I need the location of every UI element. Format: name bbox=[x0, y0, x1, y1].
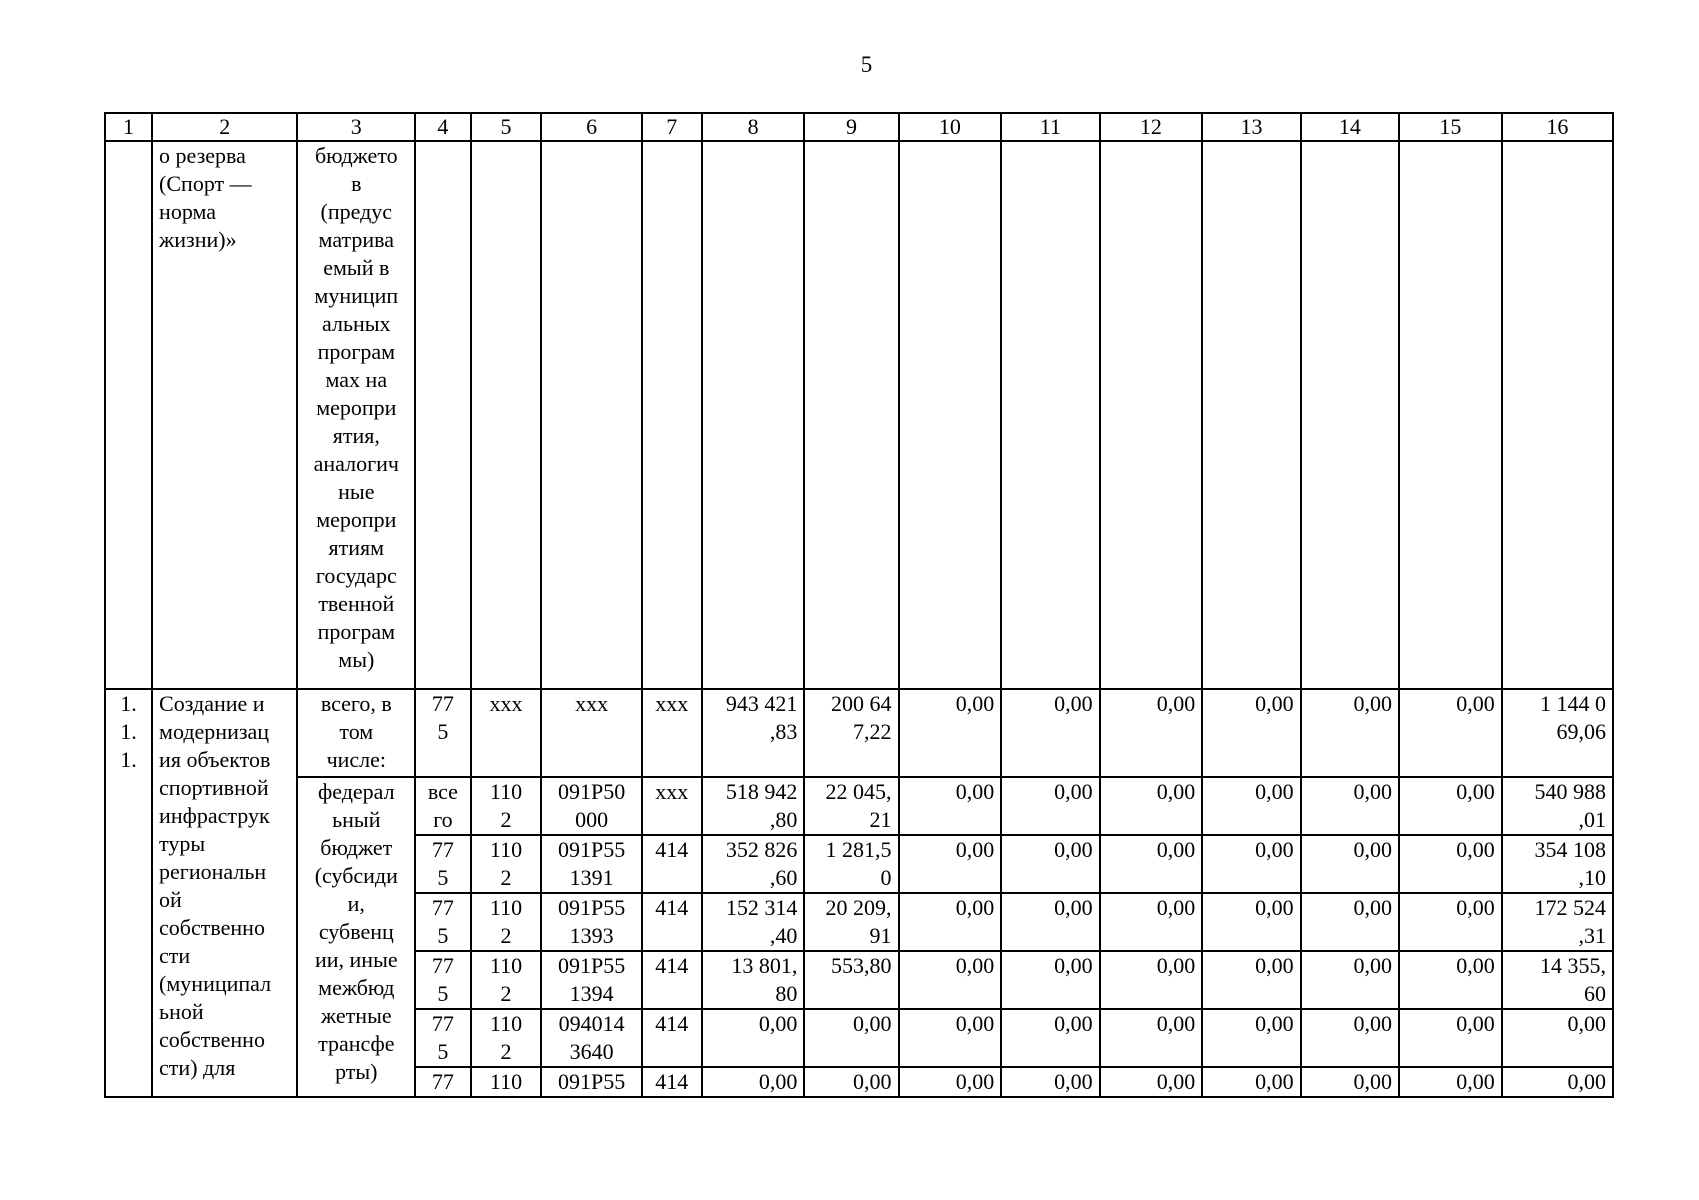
value-cell bbox=[541, 1067, 642, 1097]
value-cell bbox=[1502, 689, 1613, 777]
value-cell bbox=[899, 777, 1002, 835]
empty-cell bbox=[1100, 141, 1203, 689]
value-text: 0,00 bbox=[1456, 837, 1495, 862]
value-cell bbox=[1100, 951, 1203, 1009]
value-text: все го bbox=[427, 779, 458, 832]
value-cell bbox=[1399, 777, 1502, 835]
value-cell bbox=[702, 689, 805, 777]
empty-cell bbox=[1001, 141, 1099, 689]
value-text: 0,00 bbox=[1255, 1069, 1294, 1094]
value-text: 943 421 ,83 bbox=[725, 691, 798, 744]
value-cell bbox=[642, 777, 702, 835]
value-text: 0,00 bbox=[955, 1069, 995, 1094]
value-cell bbox=[1100, 777, 1203, 835]
value-text: 110 2 bbox=[489, 953, 523, 1006]
header-cell: 3 bbox=[297, 113, 415, 141]
value-cell bbox=[702, 1009, 805, 1067]
value-text: 77 5 bbox=[431, 837, 454, 890]
value-cell bbox=[1502, 777, 1613, 835]
value-cell bbox=[1399, 689, 1502, 777]
value-cell bbox=[702, 1067, 805, 1097]
value-text: 0,00 bbox=[1353, 1011, 1393, 1036]
value-text: 0,00 bbox=[955, 779, 995, 804]
value-cell bbox=[1502, 835, 1613, 893]
value-cell bbox=[1502, 1009, 1613, 1067]
value-text: 414 bbox=[655, 895, 689, 920]
empty-cell bbox=[1202, 141, 1300, 689]
value-text: 352 826 ,60 bbox=[725, 837, 798, 890]
value-cell bbox=[1502, 893, 1613, 951]
value-text: 414 bbox=[655, 837, 689, 862]
value-text: 0,00 bbox=[1255, 837, 1294, 862]
value-cell bbox=[702, 777, 805, 835]
value-cell bbox=[415, 835, 471, 893]
budget-table bbox=[104, 112, 1614, 1098]
value-text: 0,00 bbox=[1156, 779, 1196, 804]
value-text: 110 2 bbox=[489, 1011, 523, 1064]
value-cell bbox=[471, 689, 542, 777]
empty-cell bbox=[899, 141, 1002, 689]
value-cell bbox=[1301, 1009, 1399, 1067]
value-text: 0,00 bbox=[1353, 953, 1393, 978]
value-cell bbox=[899, 1009, 1002, 1067]
value-cell bbox=[541, 835, 642, 893]
header-cell: 2 bbox=[152, 113, 297, 141]
value-cell bbox=[471, 777, 542, 835]
value-text: 414 bbox=[655, 953, 689, 978]
value-cell bbox=[1001, 1067, 1099, 1097]
value-cell bbox=[415, 1067, 471, 1097]
value-cell bbox=[1202, 893, 1300, 951]
value-text: 1 144 0 69,06 bbox=[1540, 691, 1606, 744]
value-text: 0,00 bbox=[1456, 1011, 1495, 1036]
value-cell bbox=[1399, 893, 1502, 951]
empty-cell bbox=[702, 141, 805, 689]
value-text: 77 5 bbox=[431, 1011, 454, 1064]
value-text: ххх bbox=[655, 779, 689, 804]
value-cell bbox=[1301, 893, 1399, 951]
reserve-name-cell bbox=[152, 141, 297, 689]
value-cell bbox=[1301, 951, 1399, 1009]
federal-budget-cell bbox=[297, 777, 415, 1097]
value-text: 553,80 bbox=[831, 953, 892, 978]
header-cell: 15 bbox=[1399, 113, 1502, 141]
value-text: 110 2 bbox=[489, 779, 523, 832]
value-text: 77 bbox=[431, 1069, 454, 1094]
value-text: 0,00 bbox=[955, 895, 995, 920]
total-source-text: всего, в том числе: bbox=[320, 691, 392, 772]
value-cell bbox=[1202, 777, 1300, 835]
value-text: 0,00 bbox=[1156, 1011, 1196, 1036]
value-cell bbox=[1202, 951, 1300, 1009]
value-text: 091Р55 bbox=[557, 1069, 626, 1094]
value-text: 0,00 bbox=[1255, 691, 1294, 716]
value-text: 0,00 bbox=[1054, 1011, 1093, 1036]
value-text: 0,00 bbox=[955, 1011, 995, 1036]
value-cell bbox=[804, 689, 898, 777]
value-text: 0,00 bbox=[1456, 1069, 1495, 1094]
table-row-reserve bbox=[105, 141, 1613, 689]
value-cell bbox=[415, 951, 471, 1009]
value-text: 22 045, 21 bbox=[825, 779, 892, 832]
item-number-text: 1. 1. 1. bbox=[120, 691, 137, 772]
value-cell bbox=[1399, 1067, 1502, 1097]
value-cell bbox=[642, 1009, 702, 1067]
value-cell bbox=[1502, 951, 1613, 1009]
value-cell bbox=[899, 1067, 1002, 1097]
value-cell bbox=[899, 835, 1002, 893]
table-body bbox=[105, 113, 1613, 1097]
value-text: 0,00 bbox=[1054, 837, 1093, 862]
empty-cell bbox=[415, 141, 471, 689]
value-cell bbox=[1202, 1009, 1300, 1067]
item-name-cell bbox=[152, 689, 297, 1097]
header-row bbox=[105, 113, 1613, 141]
value-text: 20 209, 91 bbox=[825, 895, 892, 948]
header-cell: 10 bbox=[899, 113, 1002, 141]
value-text: 0,00 bbox=[853, 1069, 892, 1094]
value-text: 0,00 bbox=[1255, 895, 1294, 920]
federal-budget-text: федерал ьный бюджет (субсиди и, субвенц ии, иные межбюд жетные трансфе рты) bbox=[314, 779, 398, 1084]
value-text: 354 108 ,10 bbox=[1534, 837, 1606, 890]
value-text: 0,00 bbox=[1156, 953, 1196, 978]
value-text: 518 942 ,80 bbox=[725, 779, 798, 832]
value-text: 0,00 bbox=[853, 1011, 892, 1036]
value-cell bbox=[804, 893, 898, 951]
item-number-cell bbox=[105, 689, 152, 1097]
value-cell bbox=[804, 835, 898, 893]
value-text: 0,00 bbox=[955, 837, 995, 862]
value-text: 0,00 bbox=[1054, 1069, 1093, 1094]
value-cell bbox=[541, 777, 642, 835]
value-text: 77 5 bbox=[431, 895, 454, 948]
value-cell bbox=[471, 893, 542, 951]
value-cell bbox=[415, 1009, 471, 1067]
table-row-total bbox=[105, 689, 1613, 777]
value-text: 0,00 bbox=[1456, 779, 1495, 804]
value-cell bbox=[642, 1067, 702, 1097]
value-text: 414 bbox=[655, 1069, 689, 1094]
value-cell bbox=[471, 835, 542, 893]
value-text: 1 281,5 0 bbox=[825, 837, 892, 890]
reserve-source-text: бюджето в (предус матрива емый в муницип альных програм мах на меропри ятия, аналогич ные меропри ятиям государс твенной програм мы) bbox=[313, 143, 399, 672]
empty-cell bbox=[471, 141, 542, 689]
value-cell bbox=[541, 951, 642, 1009]
value-cell bbox=[1001, 689, 1099, 777]
value-cell bbox=[1301, 1067, 1399, 1097]
empty-cell bbox=[1399, 141, 1502, 689]
value-text: 0,00 bbox=[1054, 779, 1093, 804]
value-cell bbox=[642, 689, 702, 777]
value-cell bbox=[642, 951, 702, 1009]
value-cell bbox=[541, 893, 642, 951]
value-cell bbox=[415, 777, 471, 835]
value-cell bbox=[642, 893, 702, 951]
value-text: 0,00 bbox=[1567, 1011, 1606, 1036]
value-text: ххх bbox=[489, 691, 523, 716]
value-cell bbox=[541, 689, 642, 777]
value-cell bbox=[1100, 689, 1203, 777]
value-cell bbox=[899, 689, 1002, 777]
header-cell: 9 bbox=[804, 113, 898, 141]
value-text: 091Р50 000 bbox=[557, 779, 626, 832]
value-cell bbox=[1301, 835, 1399, 893]
value-cell bbox=[1001, 1009, 1099, 1067]
value-cell bbox=[415, 893, 471, 951]
value-text: 0,00 bbox=[1456, 953, 1495, 978]
value-cell bbox=[1202, 689, 1300, 777]
value-text: 414 bbox=[655, 1011, 689, 1036]
value-text: 0,00 bbox=[758, 1011, 798, 1036]
value-text: 0,00 bbox=[1255, 1011, 1294, 1036]
value-cell bbox=[471, 951, 542, 1009]
value-cell bbox=[1100, 1009, 1203, 1067]
item-name-text: Создание и модернизац ия объектов спортивной инфраструк туры региональн ой собственно сти (муниципал ьной собственно сти) для bbox=[159, 691, 272, 1080]
value-text: 13 801, 80 bbox=[731, 953, 798, 1006]
value-text: 14 355, 60 bbox=[1540, 953, 1606, 1006]
value-text: 110 2 bbox=[489, 895, 523, 948]
value-cell bbox=[804, 777, 898, 835]
value-cell bbox=[1100, 1067, 1203, 1097]
value-text: 0,00 bbox=[1054, 895, 1093, 920]
value-text: 0,00 bbox=[1456, 895, 1495, 920]
value-text: ххх bbox=[655, 691, 689, 716]
header-cell: 6 bbox=[541, 113, 642, 141]
value-text: 110 2 bbox=[489, 837, 523, 890]
value-cell bbox=[1399, 835, 1502, 893]
value-text: 0,00 bbox=[955, 953, 995, 978]
empty-cell bbox=[541, 141, 642, 689]
value-text: 0,00 bbox=[1353, 895, 1393, 920]
value-text: 094014 3640 bbox=[558, 1011, 625, 1064]
value-cell bbox=[1202, 1067, 1300, 1097]
value-text: 77 5 bbox=[431, 691, 454, 744]
value-cell bbox=[702, 835, 805, 893]
empty-cell bbox=[1502, 141, 1613, 689]
value-cell bbox=[471, 1009, 542, 1067]
value-text: 0,00 bbox=[1353, 691, 1393, 716]
value-text: 0,00 bbox=[1156, 1069, 1196, 1094]
value-cell bbox=[804, 951, 898, 1009]
value-text: 200 64 7,22 bbox=[831, 691, 892, 744]
page-number: 5 bbox=[860, 52, 873, 77]
header-cell: 4 bbox=[415, 113, 471, 141]
value-cell bbox=[1301, 689, 1399, 777]
value-text: 0,00 bbox=[1353, 837, 1393, 862]
value-cell bbox=[804, 1009, 898, 1067]
value-text: 0,00 bbox=[1054, 953, 1093, 978]
value-cell bbox=[1001, 951, 1099, 1009]
value-text: 172 524 ,31 bbox=[1534, 895, 1606, 948]
value-text: 110 bbox=[489, 1069, 523, 1094]
value-cell bbox=[702, 893, 805, 951]
value-text: 091Р55 1394 bbox=[557, 953, 626, 1006]
value-cell bbox=[1399, 951, 1502, 1009]
value-text: 0,00 bbox=[1054, 691, 1093, 716]
value-text: 0,00 bbox=[1353, 1069, 1393, 1094]
value-cell bbox=[1100, 893, 1203, 951]
header-cell: 11 bbox=[1001, 113, 1099, 141]
value-text: 0,00 bbox=[955, 691, 995, 716]
value-cell bbox=[1001, 777, 1099, 835]
value-text: 0,00 bbox=[1156, 691, 1196, 716]
value-text: 152 314 ,40 bbox=[725, 895, 798, 948]
value-cell bbox=[1502, 1067, 1613, 1097]
header-cell: 5 bbox=[471, 113, 542, 141]
value-cell bbox=[899, 951, 1002, 1009]
value-cell bbox=[804, 1067, 898, 1097]
value-cell bbox=[1301, 777, 1399, 835]
empty-cell bbox=[642, 141, 702, 689]
value-cell bbox=[541, 1009, 642, 1067]
reserve-col1-cell bbox=[105, 141, 152, 689]
value-text: 0,00 bbox=[1353, 779, 1393, 804]
value-cell bbox=[642, 835, 702, 893]
empty-cell bbox=[1301, 141, 1399, 689]
value-text: 0,00 bbox=[1156, 895, 1196, 920]
value-cell bbox=[899, 893, 1002, 951]
empty-cell bbox=[804, 141, 898, 689]
value-text: 0,00 bbox=[1456, 691, 1495, 716]
value-cell bbox=[702, 951, 805, 1009]
value-text: 77 5 bbox=[431, 953, 454, 1006]
total-source-cell bbox=[297, 689, 415, 777]
value-cell bbox=[1001, 835, 1099, 893]
value-cell bbox=[415, 689, 471, 777]
value-text: 0,00 bbox=[1255, 953, 1294, 978]
value-cell bbox=[1399, 1009, 1502, 1067]
header-cell: 8 bbox=[702, 113, 805, 141]
reserve-source-cell bbox=[297, 141, 415, 689]
value-text: ххх bbox=[575, 691, 609, 716]
reserve-name-text: о резерва (Спорт — норма жизни)» bbox=[159, 143, 252, 252]
header-cell: 14 bbox=[1301, 113, 1399, 141]
value-text: 091Р55 1393 bbox=[557, 895, 626, 948]
value-text: 0,00 bbox=[1255, 779, 1294, 804]
value-cell bbox=[1001, 893, 1099, 951]
header-cell: 16 bbox=[1502, 113, 1613, 141]
header-cell: 13 bbox=[1202, 113, 1300, 141]
value-cell bbox=[471, 1067, 542, 1097]
value-cell bbox=[1100, 835, 1203, 893]
header-cell: 12 bbox=[1100, 113, 1203, 141]
value-text: 0,00 bbox=[758, 1069, 798, 1094]
value-text: 0,00 bbox=[1567, 1069, 1606, 1094]
header-cell: 7 bbox=[642, 113, 702, 141]
value-text: 0,00 bbox=[1156, 837, 1196, 862]
value-text: 540 988 ,01 bbox=[1534, 779, 1606, 832]
value-text: 091Р55 1391 bbox=[557, 837, 626, 890]
value-cell bbox=[1202, 835, 1300, 893]
header-cell: 1 bbox=[105, 113, 152, 141]
table-row bbox=[105, 777, 1613, 835]
